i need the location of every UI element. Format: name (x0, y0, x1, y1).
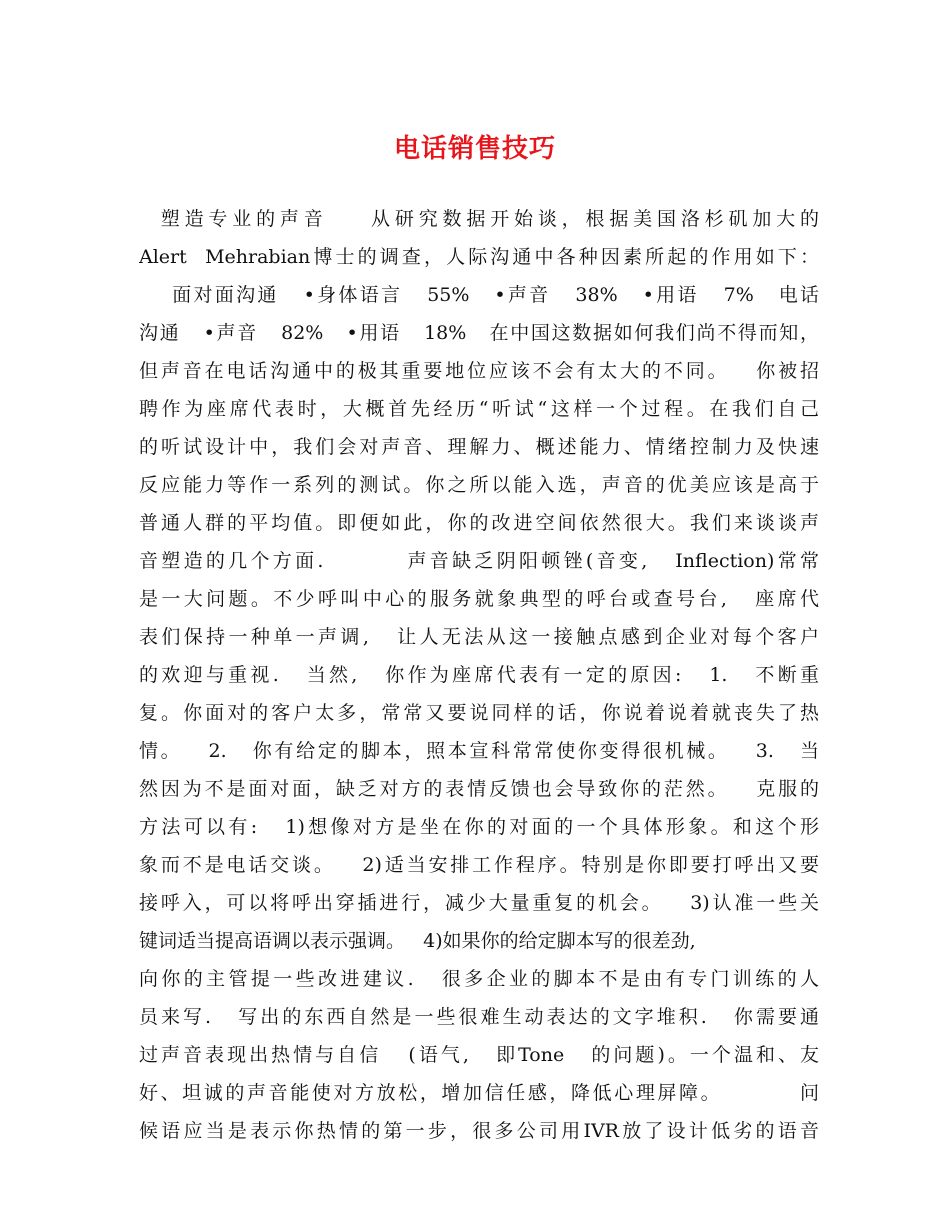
body-line: 过声音表现出热情与自信 (语气, 即Tone 的问题)。一个温和、友 (139, 1044, 819, 1066)
body-line: 的欢迎与重视. 当然, 你作为座席代表有一定的原因: 1. 不断重 (139, 664, 819, 686)
document-body (139, 200, 819, 1150)
body-line: 反应能力等作一系列的测试。你之所以能入选，声音的优美应该是高于 (139, 474, 819, 496)
body-line: 聘作为座席代表时，大概首先经历“听试“这样一个过程。在我们自己 (139, 398, 819, 420)
body-line: 好、坦诚的声音能使对方放松，增加信任感，降低心理屏障。 问 (139, 1082, 819, 1104)
body-line: 向你的主管提一些改进建议. 很多企业的脚本不是由有专门训练的人 (139, 968, 819, 990)
body-line: 音塑造的几个方面. 声音缺乏阴阳顿锉(音变, Inflection)常常 (139, 550, 819, 572)
body-line: Alert Mehrabian博士的调查，人际沟通中各种因素所起的作用如下： (139, 246, 819, 268)
body-line: 是一大问题。不少呼叫中心的服务就象典型的呼台或查号台, 座席代 (139, 588, 819, 610)
body-line: 接呼入，可以将呼出穿插进行，减少大量重复的机会。 3)认准一些关 (139, 892, 819, 914)
body-line: 候语应当是表示你热情的第一步，很多公司用IVR放了设计低劣的语音 (139, 1120, 819, 1142)
document-title: 电话销售技巧 (393, 134, 556, 164)
body-line: 方法可以有: 1)想像对方是坐在你的对面的一个具体形象。和这个形 (139, 816, 819, 838)
body-line: 面对面沟通 •身体语言 55% •声音 38% •用语 7% 电话 (139, 284, 819, 306)
body-line: 然因为不是面对面，缺乏对方的表情反馈也会导致你的茫然。 克服的 (139, 778, 819, 800)
body-line: 普通人群的平均值。即便如此，你的改进空间依然很大。我们来谈谈声 (139, 512, 819, 534)
body-line: 塑造专业的声音 从研究数据开始谈，根据美国洛杉矶加大的 (139, 208, 819, 230)
body-line: 沟通 •声音 82% •用语 18% 在中国这数据如何我们尚不得而知， (139, 322, 819, 344)
body-line: 员来写. 写出的东西自然是一些很难生动表达的文字堆积. 你需要通 (139, 1006, 819, 1028)
body-line: 的听试设计中，我们会对声音、理解力、概述能力、情绪控制力及快速 (139, 436, 819, 458)
body-line: 但声音在电话沟通中的极其重要地位应该不会有太大的不同。 你被招 (139, 360, 819, 382)
body-line: 复。你面对的客户太多，常常又要说同样的话，你说着说着就丧失了热 (139, 702, 819, 724)
body-line: 键词适当提高语调以表示强调。 4)如果你的给定脚本写的很差劲, (139, 930, 696, 952)
body-line: 情。 2. 你有给定的脚本，照本宣科常常使你变得很机械。 3. 当 (139, 740, 819, 762)
body-line: 表们保持一种单一声调, 让人无法从这一接触点感到企业对每个客户 (139, 626, 819, 648)
body-line: 象而不是电话交谈。 2)适当安排工作程序。特别是你即要打呼出又要 (139, 854, 819, 876)
